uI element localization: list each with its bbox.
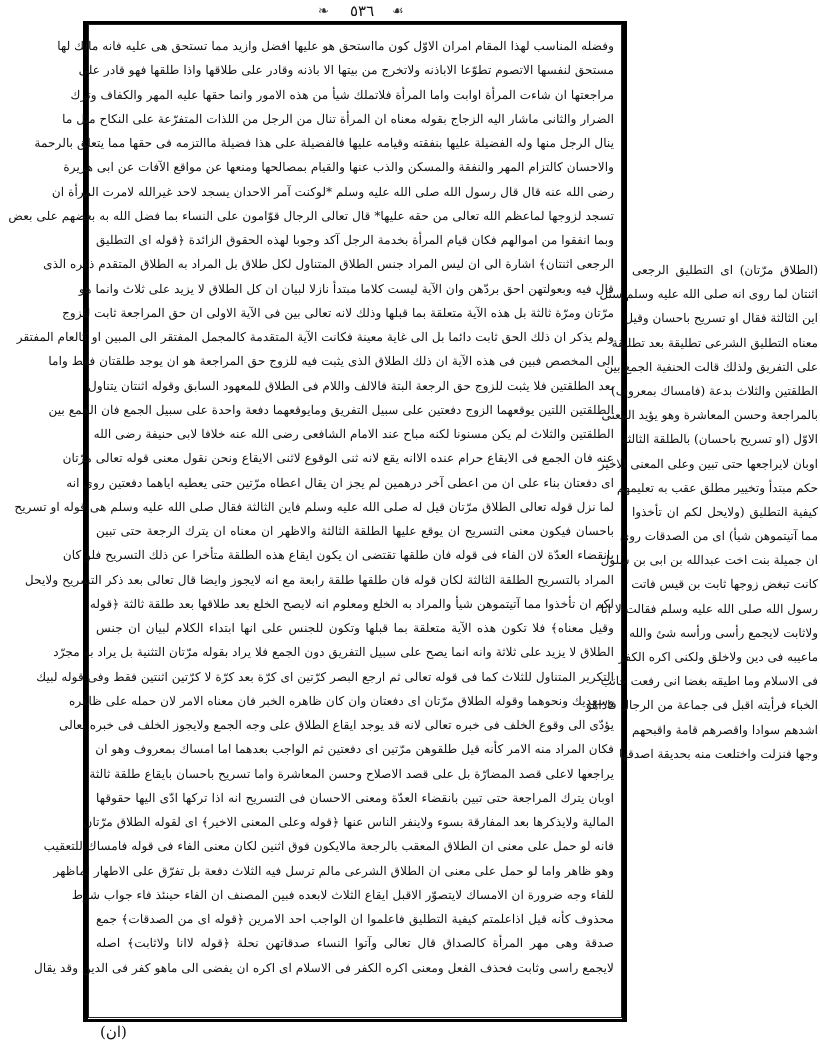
text-line: يؤدّى الى وقوع الخلف فى خبره تعالى لانه قد يوجد ايقاع الطلاق على وجه الجمع ولايجوز الخلف فى خبره تعالى bbox=[58, 718, 614, 732]
text-line: الرجعى اثنتان﴾ اشارة الى ان ليس المراد جنس الطلاق المتناول لكل طلاق بل المراد به الطلاق المتقدم ذكره الذى bbox=[43, 257, 614, 272]
text-line: (الطلاق مرّتان) اى التطليق الرجعى bbox=[632, 263, 818, 277]
text-line: اين الثالثة فقال او تسريح باحسان وقيل bbox=[624, 311, 818, 326]
main-commentary-text bbox=[8, 34, 614, 980]
text-line: ان جميلة بنت اخت عبدالله بن ابى بن سلول bbox=[600, 553, 818, 568]
text-line: وقيل معناه﴾ فلا تكون هذه الآية متعلقة بما قبلها وتكون للجنس على انها ابتداء الكلام لبيان ان جنس bbox=[96, 621, 614, 635]
text-line: الضرار والثانى ماشار اليه الزجاج بقوله معناه ان المرأة تنال من الرجل من اللذات المتفرّعة على النكاح مثل ما bbox=[62, 111, 614, 126]
text-line: التكرير المتناول للثلاث كما فى قوله تعالى ثم ارجع البصر كرّتين اى كرّة بعد كرّة لا كرّتين اثنتين فقط وفى قوله لبيك bbox=[36, 669, 614, 684]
marginal-text bbox=[585, 258, 818, 766]
text-line: محذوف كأنه قيل اذاعلمتم كيفية التطليق فاعلموا ان الواجب احد الامرين ﴿قوله اى من الصدقات﴾ جمع bbox=[96, 912, 614, 926]
text-line: وفضله المناسب لهذا المقام امران الاوّل كون مااستحق هو عليها افضل وازيد مما تستحق هى عليه فانه مالك لها bbox=[57, 39, 614, 53]
text-line: وهو ظاهر واما لو حمل على معنى ان الطلاق الشرعى مالم ترسل فيه الثلاث دفعة بل تفرّق على الاطهار لماظهر bbox=[53, 863, 614, 878]
text-line: تسجد لزوجها لماعظم الله تعالى من حقه عليها* قال تعالى الرجال قوّامون على النساء بما فضل الله به بعضهم على بعض bbox=[8, 208, 614, 223]
text-line: يراجعها لاعلى قصد المضارّة بل على قصد الاصلاح وحسن المعاشرة واما تسريح باحسان بايقاع طلقة ثالثة bbox=[89, 766, 614, 781]
text-line: مرّتان ومرّة ثالثة بل هذه الآية متعلقة بما قبلها وذلك لانه تعالى بين فى الآية الاولى ان حق المراجعة ثابت للزوج bbox=[62, 305, 614, 320]
text-line: ولاثابت لايجمع رأسى ورأسه شئ والله bbox=[629, 625, 818, 640]
text-line: وبما انفقوا من اموالهم فكان قيام المرأة بخدمة الرجل آكد وجوبا لهذه الحقوق الزائدة ﴿قوله اى التطليق bbox=[96, 233, 614, 247]
text-line: وجها فنزلت واختلعت منه بحديقة اصدقها bbox=[618, 746, 818, 761]
text-line: الطلقتين اللتين يوقعهما الزوج دفعتين على سبيل التفريق ومايوقعهما دفعة واحدة على سبيل الجمع فان الجمع بين bbox=[48, 402, 614, 417]
text-line: الطلقتين والثلاث لم يكن مسنونا لكنه مباح عند الامام الشافعى رضى الله عنه خلافا لابى حنيفة رضى الله bbox=[93, 427, 614, 441]
text-line: اشدهم سوادا واقصرهم قامة واقبحهم bbox=[632, 722, 818, 737]
text-line: رسول الله صلى الله عليه وسلم فقالت لا انا bbox=[600, 601, 818, 616]
text-line: فكان المراد منه الامر كأنه قيل طلقوهن مرّتين اى دفعتين ثم الواجب بعدهما اما امساك بمعروف وهو ان bbox=[95, 742, 614, 757]
text-line: فانه لو حمل على معنى ان الطلاق المعقب بالرجعة مالايكون فوق اثنين لكان معنى الفاء فى قوله فامساك للتعقيب bbox=[43, 839, 614, 854]
text-line: الى المخصص فبين فى هذه الآية ان ذلك الطلاق الذى يثبت فيه للزوج حق المراجعة هو ان يوجد طلقتان فقط واما bbox=[48, 354, 614, 369]
text-line: لما نزل قوله تعالى الطلاق مرّتان قيل له صلى الله عليه وسلم فاين الثالثة فقال صلى الله عليه وسلم هى قوله او تسريح bbox=[14, 499, 614, 514]
text-line: مما آتيتموهن شيأ) اى من الصدقات روى bbox=[619, 529, 818, 544]
text-line: قال فيه وبعولتهن احق بردّهن وان الآية ليست كلاما مبتدأ نازلا لبيان ان كل الطلاق لا يزيد على ثلاث وانما هو bbox=[78, 281, 614, 296]
text-line: عنه فان الجمع فى الايقاع حرام عنده الاانه يقع لانه ثنى الوقوع لاثنى الايقاع ونحن نقول معنى قوله تعالى مرّتان bbox=[62, 451, 614, 466]
catchword: (ان) bbox=[100, 1023, 127, 1041]
ornament-left-icon: ❧ bbox=[318, 4, 329, 19]
text-line: الخباء فرأيته اقبل فى جماعة من الرجال فاذاهو bbox=[585, 698, 818, 713]
text-line: معناه التطليق الشرعى تطليقة بعد تطليقة bbox=[611, 335, 818, 350]
text-line: اوبان يترك المراجعة حتى تبين بانقضاء العدّة ومعنى الاحسان فى التسريح انه اذا تركها ادّى اليها حقوقها bbox=[96, 790, 614, 805]
text-line: رضى الله عنه قال قال رسول الله صلى الله عليه وسلم *لوكنت آمر الاحدان يسجد لاحد غيرالله لامرت المرأة ان bbox=[51, 184, 614, 199]
text-line: للفاء وجه ضرورة ان الامساك لايتصوّر الاقبل ايقاع الثلاث لابعده فبين المصنف ان الفاء حينئذ فاء جواب شرط bbox=[71, 887, 614, 902]
text-line: كانت تبغض زوجها ثابت بن قيس فاتت bbox=[631, 577, 818, 592]
text-line: بالمراجعة وحسن المعاشرة وهو يؤيد المعنى bbox=[601, 408, 818, 423]
text-line: وسعديك ونحوهما وقوله الطلاق مرّتان اى دفعتان وان كان ظاهره الخبر فان معناه الامر لان حمله على ظاهره bbox=[68, 693, 614, 708]
text-line: فى الاسلام وما اطيقه بغضا انى رفعت جانب bbox=[600, 674, 818, 689]
text-line: الاوّل (او تسريح باحسان) بالطلقة الثالثة bbox=[621, 432, 818, 447]
text-line: اثنتان لما روى انه صلى الله عليه وسلم سئل bbox=[599, 287, 818, 302]
text-line: كيفية التطليق (ولايحل لكم ان تأخذوا bbox=[632, 504, 818, 519]
text-line: ماعيبه فى دين ولاخلق ولكنى اكره الكفر bbox=[618, 650, 818, 664]
text-line: صدقة وهى مهر المرأة كالصداق قال تعالى وآتوا النساء صدقاتهن نحلة ﴿قوله لاانا ولاثابت﴾ اصله bbox=[96, 936, 614, 951]
text-line: حكم مبتدأ وتخيير مطلق عقب به تعليمهم bbox=[616, 480, 818, 495]
text-line: لايجمع راسى وثابت فحذف الفعل ومعنى اكره الكفر فى الاسلام اى اكره ان يفضى الى ماهو كفر فى الدين وقد يقال bbox=[34, 960, 614, 975]
text-line: مراجعتها ان شاءت المرأة اوابت واما المرأة فلاتملك شيأ من هذه الامور وانما حقها عليه المهر والكفاف وترك bbox=[70, 87, 614, 102]
text-line: المراد بالتسريح الطلقة الثالثة لكان قوله فان طلقها طلقة رابعة مع انه لايجوز وايضا قال تعالى بعد ذكر التسريح ولايحل bbox=[24, 572, 614, 587]
text-line: اى دفعتان بناء على ان من اعطى آخر درهمين لم يجز ان يقال اعطاه مرّتين حتى يعطيه اياهما دفعتين روى انه bbox=[66, 475, 614, 490]
text-line: بانقضاء العدّة لان الفاء فى قوله فان طلقها تقتضى ان يكون ايقاع هذه الطلقة متأخرا عن ذلك التسريح فلو كان bbox=[62, 548, 614, 563]
text-line: مستحق لنفسها الاتصوم تطوّعا الاباذنه ولاتخرج من بيتها الا باذنه وقادر على طلاقها واذا طلقها فهو قادر على bbox=[78, 63, 614, 78]
text-line: ينال الرجل منها وله الفضيلة عليها بنفقته وقيامه عليها فالفضيلة على هذا فضيلة ماالتزمه فى حقها مما يتعلق بالرحمة bbox=[34, 136, 614, 150]
text-line: بعد الطلقتين فلا يثبت للزوج حق الرجعة البتة فالالف واللام فى الطلاق للمعهود السابق وقوله اثنتان يتناول bbox=[87, 378, 614, 393]
text-line: ولم يذكر ان ذلك الحق ثابت دائما بل الى غاية معينة فكانت الآية المتقدمة كالمجمل المفتقر الى المبين او كالعام المفتقر bbox=[16, 330, 614, 344]
text-line: لكم ان تأخذوا مما آتيتموهن شيأ والمراد به الخلع ومعلوم انه لايصح الخلع بعد طلاقها بعد طلقة ثالثة ﴿قوله bbox=[89, 596, 614, 611]
text-line: المالية ولايذكرها بعد المفارقة بسوء ولاينفر الناس عنها ﴿قوله وعلى المعنى الاخير﴾ اى لقوله الطلاق مرّتان bbox=[83, 815, 614, 829]
page-number: ٥٣٦ bbox=[350, 2, 375, 20]
ornament-right-icon: ☙ bbox=[392, 4, 404, 19]
text-line: والاحسان كالتزام المهر والنفقة والمسكن والذب عنها والقيام بمصالحها ومنعها عن مواقع الآفات عن ابى هريرة bbox=[63, 160, 614, 175]
text-line: على التفريق ولذلك قالت الحنفية الجمع بين bbox=[604, 359, 818, 374]
text-line: باحسان فيكون معنى التسريح ان يوقع عليها الطلقة الثالثة والاظهر ان معناه ان يترك الرجعة حتى تبين bbox=[96, 524, 614, 538]
text-line: الطلقتين والثلاث بدعة (فامساك بمعروف) bbox=[611, 383, 818, 398]
text-line: الطلاق لا يزيد على ثلاثة وانه انما يصح على سبيل التفريق دون الجمع فلا يراد بقوله مرّتان التثنية بل يراد به مجرّد bbox=[53, 645, 614, 660]
text-line: اوبان لايراجعها حتى تبين وعلى المعنى الاخير bbox=[598, 456, 818, 471]
